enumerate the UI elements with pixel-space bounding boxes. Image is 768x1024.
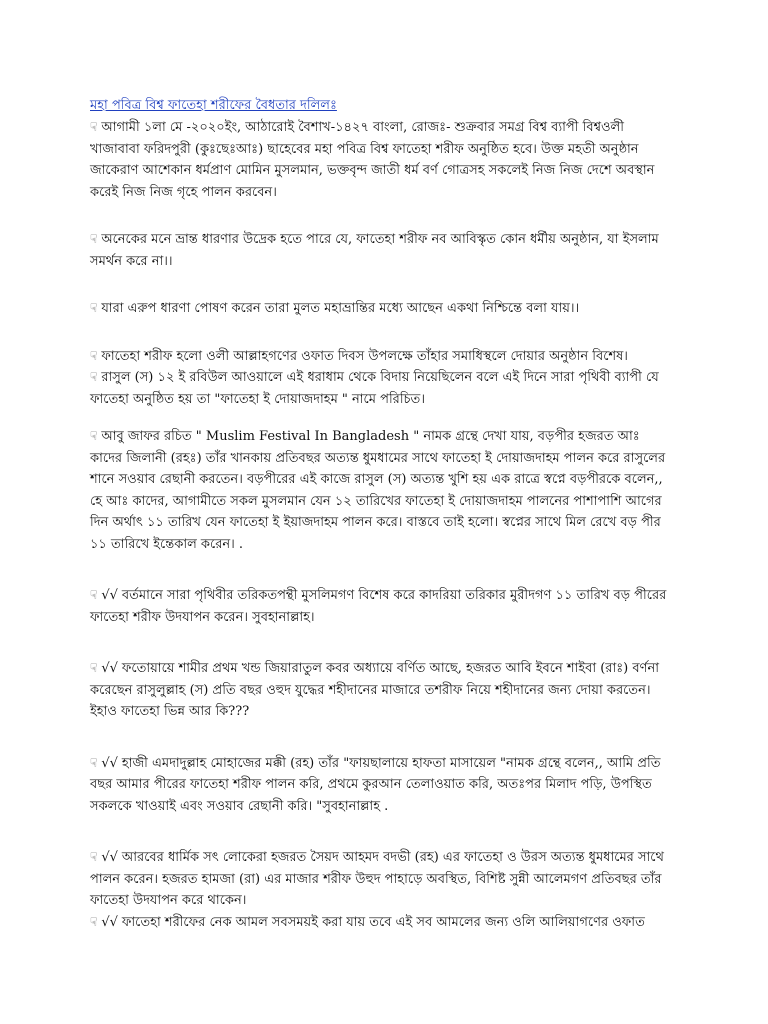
paragraph-text: যারা এরুপ ধারণা পোষণ করেন তারা মুলত মহাভ্রান্তির মধ্যে আছেন একথা নিশ্চিন্তে বলা যায়।।	[101, 301, 580, 316]
paragraph-text: বর্তমানে সারা পৃথিবীর তরিকতপন্থী মুসলিমগণ বিশেষ করে কাদরিয়া তরিকার মুরীদগণ ১১ তারিখ বড় পীরের ফাতেহা শরীফ উদযাপন করেন। সুবহানাল্লাহ।	[90, 588, 667, 625]
hand-pointing-icon: ☟	[90, 120, 98, 134]
hand-pointing-icon: ☟	[90, 755, 98, 770]
check-mark: √√	[101, 850, 118, 865]
paragraph-text: আরবের ধার্মিক সৎ লোকেরা হজরত সৈয়দ আহমদ বদভী (রহ) এর ফাতেহা ও উরস অত্যন্ত ধুমধামের সাথে পালন করেন। হজরত হামজা (রা) এর মাজার শরীফ উহুদ পাহাড়ে অবস্থিত, বিশিষ্ট সুন্নী আলেমগণ প্রতিবছর তাঁর ফাতেহা উদযাপন করে থাকেন।	[90, 850, 664, 908]
hand-pointing-icon: ☟	[90, 301, 98, 315]
paragraph-10	[90, 847, 672, 912]
paragraph-8	[90, 658, 672, 723]
hand-pointing-icon: ☟	[90, 429, 98, 443]
paragraph-6	[90, 426, 672, 555]
paragraph-1	[90, 117, 672, 203]
hand-pointing-icon: ☟	[90, 914, 98, 929]
hand-pointing-icon: ☟	[90, 588, 98, 602]
check-mark: √√	[101, 914, 118, 930]
paragraph-3	[90, 298, 672, 320]
paragraph-text: অনেকের মনে ভ্রান্ত ধারণার উদ্রেক হতে পারে যে, ফাতেহা শরীফ নব আবিস্কৃত কোন ধর্মীয় অনুষ্ঠান, যা ইসলাম সমর্থন করে না।।	[90, 232, 659, 269]
paragraph-text: ফাতেহা শরীফ হলো ওলী আল্লাহগণের ওফাত দিবস উপলক্ষে তাঁহার সমাধিস্থলে দোয়ার অনুষ্ঠান বিশেষ।	[101, 348, 628, 364]
check-mark: √√	[101, 588, 118, 603]
paragraph-text: আবু জাফর রচিত " Muslim Festival In Bangladesh " নামক গ্রন্থে দেখা যায়, বড়পীর হজরত আঃ কাদের জিলানী (রহঃ) তাঁর খানকায় প্রতিবছর অত্যন্ত ধুমধামের সাথে ফাতেহা ই দোয়াজদাহম পালন করে রাসুলের শানে সওয়াব রেছানী করতেন। বড়পীরের এই কাজে রাসুল (স) অত্যন্ত খুশি হয় এক রাত্রে স্বপ্নে বড়পীরকে বলেন,, হে আঃ কাদের, আগামীতে সকল মুসলমান যেন ১২ তারিখের ফাতেহা ই দোয়াজদাহম পালনের পাশাপাশি আগের দিন অর্থাৎ ১১ তারিখ যেন ফাতেহা ই ইয়াজদাহম পালন করে। বাস্তবে তাই হলো। স্বপ্নের সাথে মিল রেখে বড় পীর ১১ তারিখে ইন্তেকাল করেন। .	[90, 429, 666, 552]
paragraph-5	[90, 367, 672, 410]
paragraph-text: আগামী ১লা মে -২০২০ইং, আঠারোই বৈশাখ-১৪২৭ বাংলা, রোজঃ- শুক্রবার সমগ্র বিশ্ব ব্যাপী বিশ্বওলী খাজাবাবা ফরিদপুরী (কুঃছেঃআঃ) ছাহেবের মহা পবিত্র বিশ্ব ফাতেহা শরীফ অনুষ্ঠিত হবে। উক্ত মহতী অনুষ্ঠান জাকেরাণ আশেকান ধর্মপ্রাণ মোমিন মুসলমান, ভক্তবৃন্দ জাতী ধর্ম বর্ণ গোত্রসহ সকলেই নিজ নিজ দেশে অবস্থান করেই নিজ নিজ গৃহে পালন করবেন।	[90, 120, 655, 200]
paragraph-7	[90, 585, 672, 628]
check-mark: √√	[101, 755, 118, 771]
hand-pointing-icon: ☟	[90, 850, 98, 864]
paragraph-11	[90, 912, 672, 934]
paragraph-9	[90, 753, 672, 818]
paragraph-text: রাসুল (স) ১২ ই রবিউল আওয়ালে এই ধরাধাম থেকে বিদায় নিয়েছিলেন বলে এই দিনে সারা পৃথিবী ব্যাপী যে ফাতেহা অনুষ্ঠিত হয় তা "ফাতেহা ই দোয়াজদাহম " নামে পরিচিত।	[90, 370, 659, 407]
paragraph-4	[90, 346, 672, 368]
hand-pointing-icon: ☟	[90, 232, 98, 246]
paragraph-2	[90, 229, 672, 272]
hand-pointing-icon: ☟	[90, 661, 98, 675]
hand-pointing-icon: ☟	[90, 370, 98, 384]
paragraph-text: ফাতেহা শরীফের নেক আমল সবসময়ই করা যায় তবে এই সব আমলের জন্য ওলি আলিয়াগণের ওফাত	[121, 914, 645, 930]
hand-pointing-icon: ☟	[90, 348, 98, 363]
check-mark: √√	[101, 661, 118, 676]
document-title: মহা পবিত্র বিশ্ব ফাতেহা শরীফের বৈধতার দলিলঃ	[90, 98, 337, 113]
paragraph-text: ফতোয়ায়ে শামীর প্রথম খন্ড জিয়ারাতুল কবর অধ্যায়ে বর্ণিত আছে, হজরত আবি ইবনে শাইবা (রাঃ) বর্ণনা করেছেন রাসুলুল্লাহ (স) প্রতি বছর ওহুদ যুদ্ধের শহীদানের মাজারে তশরীফ নিয়ে শহীদানের জন্য দোয়া করতেন। ইহাও ফাতেহা ভিন্ন আর কি???	[90, 661, 659, 719]
paragraph-text: হাজী এমদাদুল্লাহ মোহাজের মক্কী (রহ) তাঁর "ফায়ছালায়ে হাফতা মাসায়েল "নামক গ্রন্থে বলেন,, আমি প্রতি বছর আমার পীরের ফাতেহা শরীফ পালন করি, প্রথমে কুরআন তেলাওয়াত করি, অতঃপর মিলাদ পড়ি, উপস্থিত সকলকে খাওয়াই এবং সওয়াব রেছানী করি। "সুবহানাল্লাহ .	[90, 755, 661, 814]
